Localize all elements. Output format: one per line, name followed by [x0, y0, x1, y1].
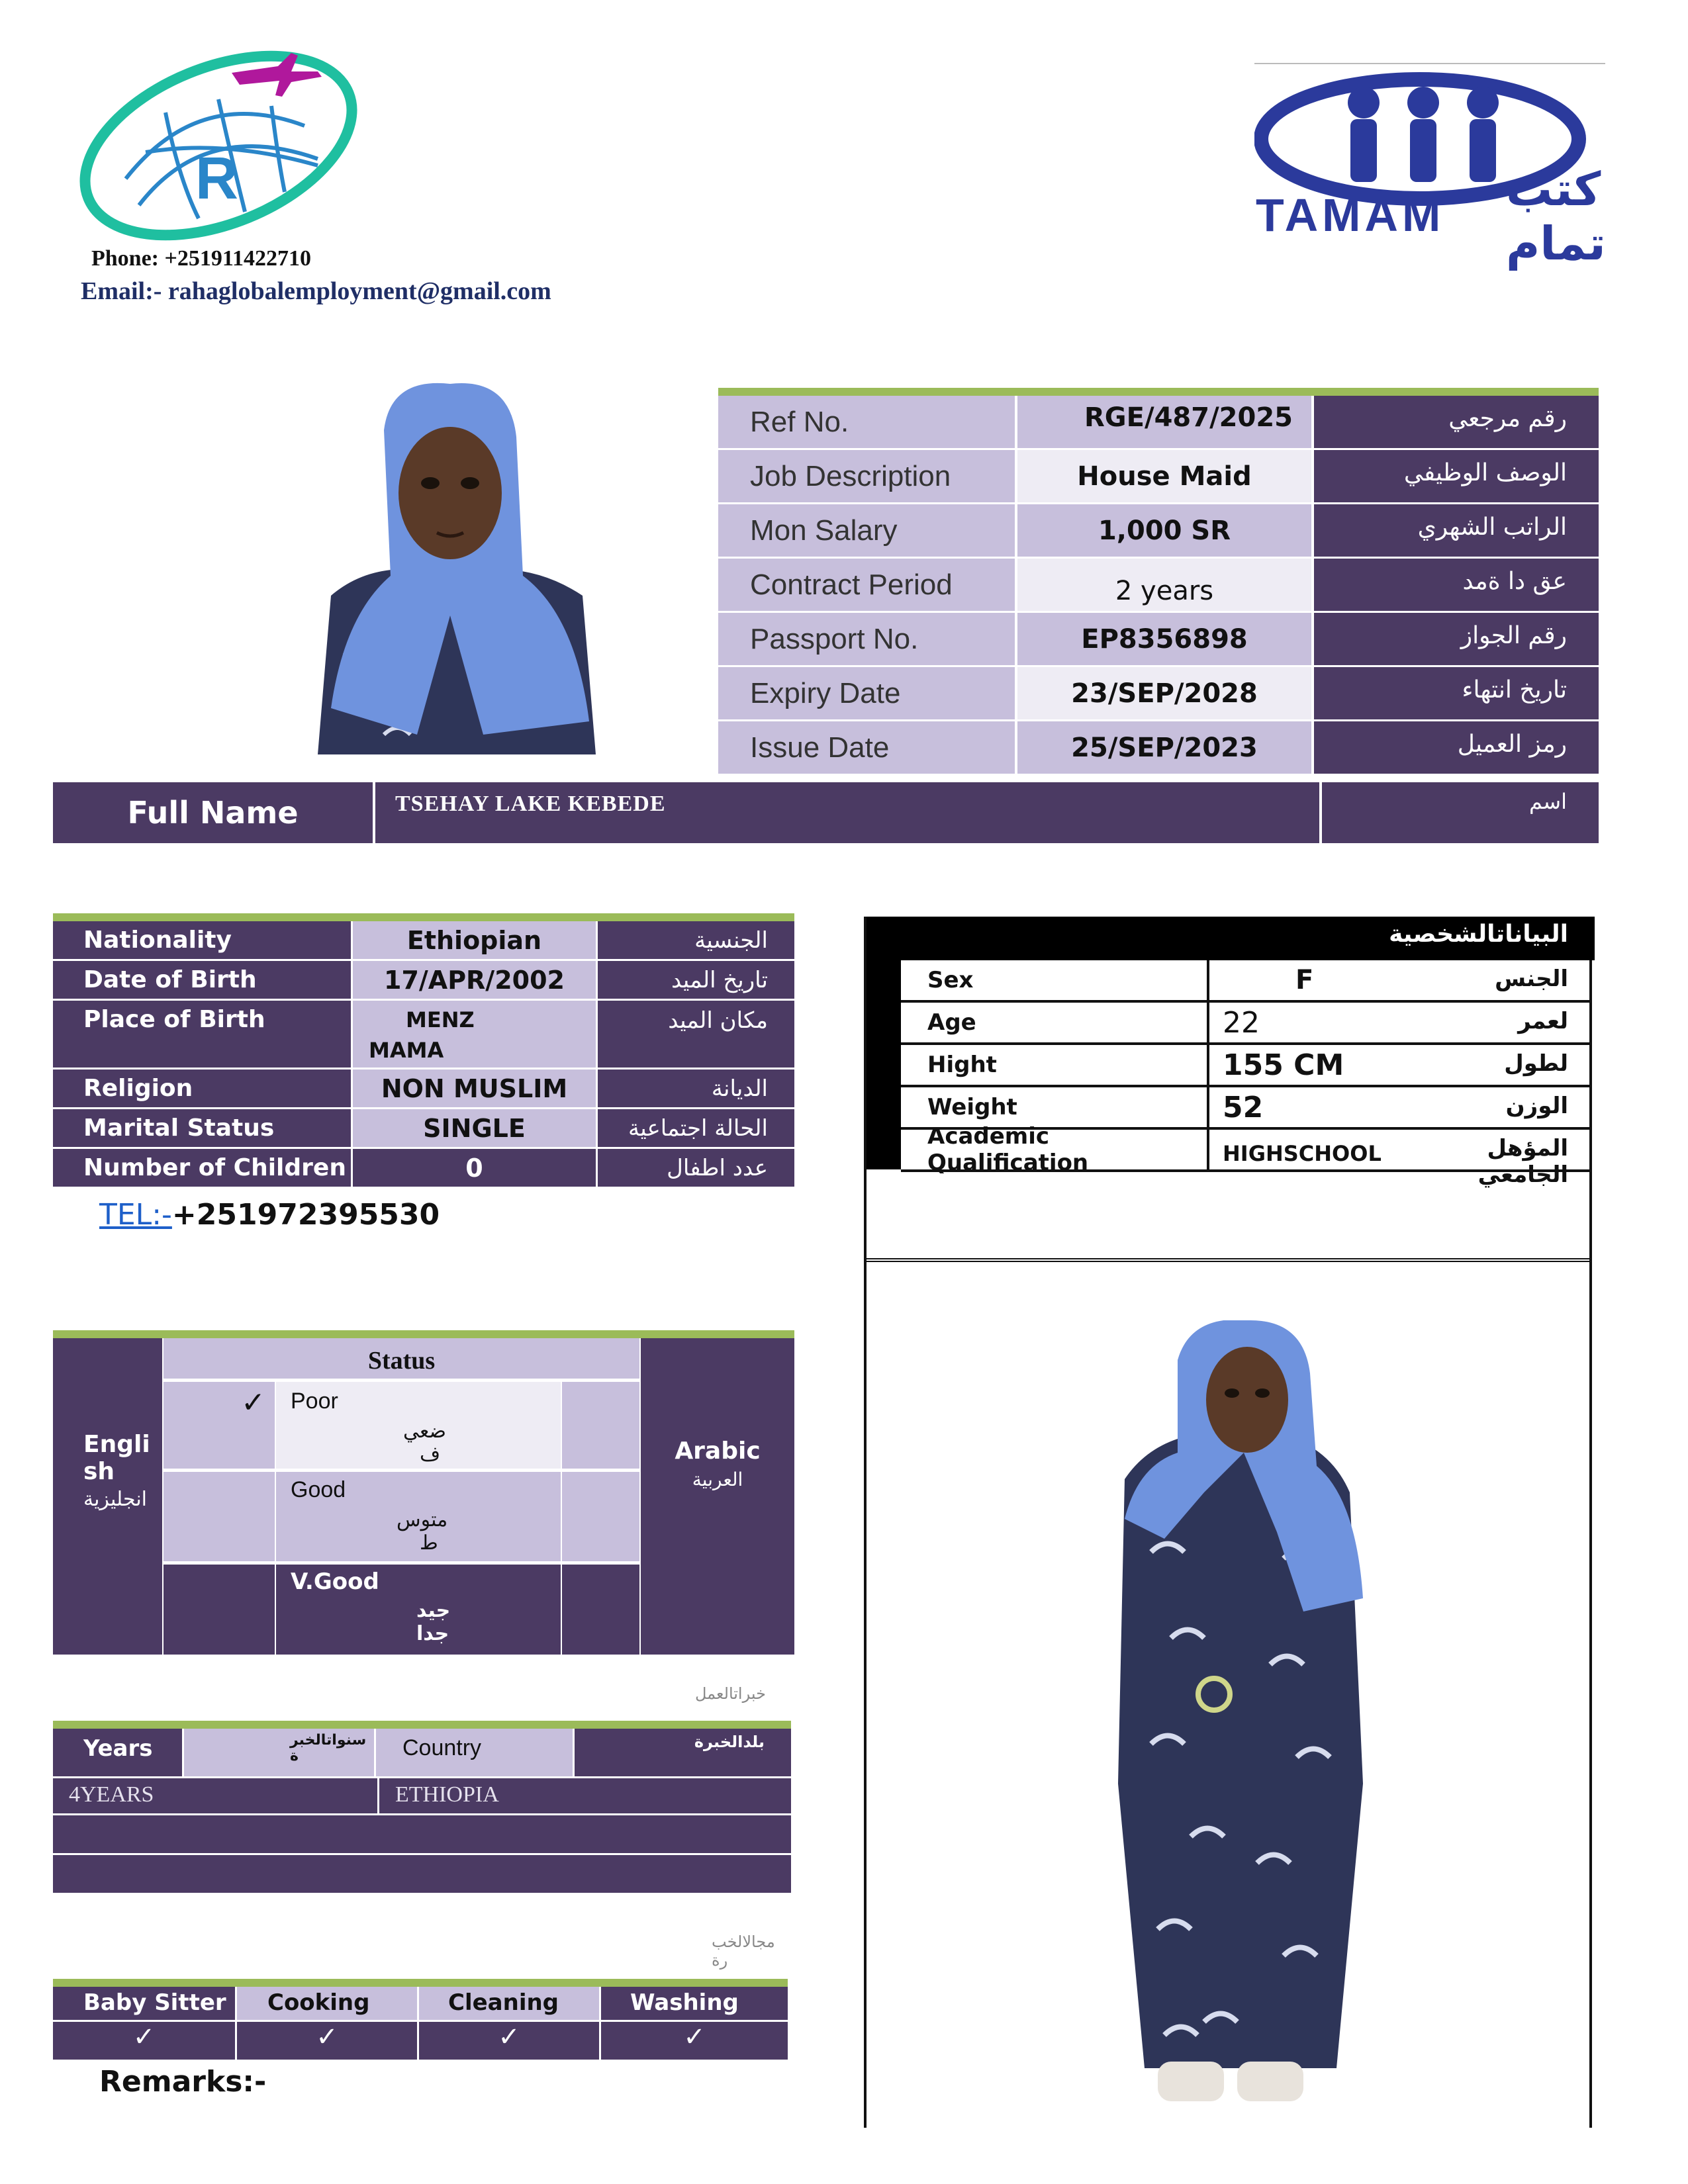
skill-washing: Washing: [599, 1987, 788, 2020]
row-arabic: لطول: [1504, 1050, 1568, 1077]
row-arabic: الديانة: [596, 1069, 794, 1107]
experience-table: [53, 1721, 791, 1893]
poor-arabic-cell: [562, 1382, 639, 1471]
skill-check: ✓: [132, 2022, 156, 2052]
agency-email: Email:- rahaglobalemployment@gmail.com: [81, 277, 551, 305]
english-label-line2: sh: [83, 1458, 115, 1485]
table-row: [718, 504, 1599, 559]
table-row: [53, 961, 794, 1001]
experience-row: [53, 1776, 791, 1813]
poor-check: ✓: [164, 1382, 275, 1471]
table-row: [901, 1123, 1592, 1188]
level-label: Good: [291, 1477, 346, 1502]
arabic-label: Arabic: [675, 1437, 761, 1465]
green-bar: [53, 1330, 794, 1338]
table-row: [718, 667, 1599, 721]
partner-logo: [1254, 63, 1625, 271]
row-value: 1,000 SR: [1015, 504, 1311, 557]
green-bar: [53, 1721, 791, 1729]
experience-years: 4YEARS: [69, 1782, 154, 1807]
row-value: Ethiopian: [351, 921, 596, 959]
pob-line1: MENZ: [406, 1007, 475, 1032]
years-label: Years: [53, 1729, 182, 1776]
good-arabic-cell: [562, 1472, 639, 1563]
row-arabic: رمز العميل: [1311, 721, 1599, 774]
table-row: [901, 1045, 1592, 1087]
table-row: [53, 1149, 794, 1189]
remarks-label: Remarks:-: [99, 2065, 267, 2099]
pob-line2: MAMA: [369, 1038, 444, 1063]
table-row: [53, 1069, 794, 1109]
portrait-photo: [305, 377, 596, 754]
experience-empty-row: [53, 1813, 791, 1853]
row-value: [351, 1001, 596, 1068]
english-arabic: انجليزية: [83, 1488, 148, 1511]
skill-check: ✓: [417, 2022, 599, 2060]
table-row: [901, 1003, 1592, 1045]
row-label: Place of Birth: [53, 1001, 351, 1068]
row-value: 17/APR/2002: [351, 961, 596, 999]
row-value: 2 years: [1015, 559, 1311, 611]
row-value: 155 CM: [1223, 1048, 1344, 1082]
table-row: [718, 721, 1599, 776]
level-vgood: [276, 1565, 561, 1655]
row-value: RGE/487/2025: [1015, 396, 1311, 448]
personal-info-table: [53, 913, 794, 1189]
table-row: [901, 960, 1592, 1003]
agency-logo: [66, 46, 364, 245]
english-column: [53, 1338, 162, 1655]
level-arabic-2: جدا: [416, 1622, 449, 1645]
level-arabic-1: جيد: [416, 1599, 451, 1622]
row-label: Hight: [901, 1045, 1209, 1085]
level-arabic-2: ط: [420, 1532, 438, 1554]
partner-logo-arabic: كتب تمام: [1506, 162, 1606, 271]
row-arabic: تاريخ الميد: [596, 961, 794, 999]
english-label-line1: Engli: [83, 1431, 150, 1458]
skill-baby-sitter: Baby Sitter: [53, 1987, 235, 2020]
agency-logo-letter: R: [195, 146, 238, 212]
years-arabic-1: سنواتالخبر: [290, 1732, 367, 1749]
full-name-value: TSEHAY LAKE KEBEDE: [375, 782, 1322, 843]
country-label: Country: [374, 1729, 573, 1776]
table-row: [53, 1001, 794, 1069]
row-arabic: رقم مرجعي: [1311, 396, 1599, 448]
skills-section-arabic: [712, 1933, 775, 1970]
row-label: Number of Children: [53, 1149, 351, 1187]
agency-phone: Phone: +251911422710: [91, 246, 311, 271]
telephone: [99, 1198, 440, 1232]
level-arabic-1: متوس: [397, 1509, 448, 1531]
full-name-row: [53, 782, 1599, 843]
table-row: [718, 450, 1599, 504]
row-value: HIGHSCHOOL: [1223, 1141, 1382, 1166]
years-arabic: [182, 1729, 374, 1776]
row-value: F: [1295, 965, 1314, 995]
row-label: Issue Date: [718, 721, 1015, 774]
row-label: Contract Period: [718, 559, 1015, 611]
level-label: Poor: [291, 1388, 338, 1414]
row-label: Marital Status: [53, 1109, 351, 1147]
row-arabic: عق دا ةمد: [1311, 559, 1599, 611]
table-row: [53, 1109, 794, 1149]
personal-data-title: البياناتالشخصية: [867, 917, 1595, 960]
row-value: EP8356898: [1015, 613, 1311, 665]
tel-link[interactable]: TEL:-: [99, 1198, 172, 1232]
full-body-photo: [1085, 1320, 1389, 2115]
country-arabic: بلدالخبرة: [573, 1729, 791, 1776]
skill-check: ✓: [235, 2022, 417, 2060]
row-label: Nationality: [53, 921, 351, 959]
row-label: Weight: [901, 1087, 1209, 1127]
row-arabic: الجنس: [1495, 966, 1568, 992]
row-value: SINGLE: [351, 1109, 596, 1147]
row-arabic: تاريخ انتهاء: [1311, 667, 1599, 719]
row-value: 25/SEP/2023: [1015, 721, 1311, 774]
row-label: Age: [901, 1003, 1209, 1042]
row-arabic: الوصف الوظيفي: [1311, 450, 1599, 502]
row-label: Sex: [901, 960, 1209, 1000]
partner-logo-text: TAMAM: [1256, 189, 1445, 241]
language-table: [53, 1330, 794, 1655]
level-arabic-1: ضعي: [403, 1420, 446, 1442]
level-poor: [276, 1382, 561, 1471]
row-arabic: الحالة اجتماعية: [596, 1109, 794, 1147]
skill-cleaning: Cleaning: [417, 1987, 599, 2020]
row-arabic: رقم الجواز: [1311, 613, 1599, 665]
row-value: 0: [351, 1149, 596, 1187]
years-arabic-2: ة: [290, 1748, 299, 1764]
full-name-label: Full Name: [53, 782, 375, 843]
row-label: Date of Birth: [53, 961, 351, 999]
experience-header-row: [53, 1729, 791, 1776]
row-arabic: عدد اطفال: [596, 1149, 794, 1187]
table-row: [53, 921, 794, 961]
panel-side-bar: [867, 960, 901, 1169]
row-arabic: الجنسية: [596, 921, 794, 959]
row-label: Religion: [53, 1069, 351, 1107]
level-label: V.Good: [291, 1569, 379, 1595]
good-check-cell: [164, 1472, 275, 1563]
table-row: [718, 613, 1599, 667]
vgood-arabic-cell: [562, 1565, 639, 1655]
row-arabic: لعمر: [1518, 1008, 1568, 1034]
status-header: Status: [164, 1338, 639, 1381]
experience-empty-row: [53, 1853, 791, 1893]
row-label: Job Description: [718, 450, 1015, 502]
vgood-check-cell: [164, 1565, 275, 1655]
blank-row: [867, 1171, 1589, 1262]
row-arabic: الوزن: [1505, 1093, 1568, 1119]
green-bar: [53, 913, 794, 921]
green-bar: [53, 1979, 788, 1987]
row-arabic: مكان الميد: [596, 1001, 794, 1068]
row-value: 22: [1223, 1005, 1260, 1040]
skills-table: [53, 1979, 788, 2060]
experience-section-arabic: خبراتالعمل: [695, 1684, 766, 1703]
experience-country: ETHIOPIA: [377, 1778, 791, 1813]
level-good: [276, 1472, 561, 1563]
skill-check: ✓: [599, 2022, 788, 2060]
table-row: [718, 559, 1599, 613]
row-arabic: الراتب الشهري: [1311, 504, 1599, 557]
full-name-arabic: اسم: [1529, 789, 1567, 814]
row-value: 23/SEP/2028: [1015, 667, 1311, 719]
arabic-column: [641, 1338, 794, 1655]
row-label: Ref No.: [718, 396, 1015, 448]
row-arabic: المؤهل الجامعي: [1477, 1135, 1568, 1188]
row-value: House Maid: [1015, 450, 1311, 502]
row-value: NON MUSLIM: [351, 1069, 596, 1107]
tel-number: +251972395530: [171, 1198, 440, 1232]
row-label: Mon Salary: [718, 504, 1015, 557]
reference-table: [718, 388, 1599, 776]
skill-cooking: Cooking: [235, 1987, 417, 2020]
table-row: [718, 396, 1599, 450]
skills-check-row: [53, 2020, 788, 2060]
personal-data-panel: [864, 917, 1592, 2128]
skills-arabic-2: رة: [712, 1951, 728, 1970]
row-label: Passport No.: [718, 613, 1015, 665]
row-label: Academic Qualification: [901, 1130, 1209, 1169]
row-value: 52: [1223, 1090, 1264, 1124]
arabic-arabic: العربية: [692, 1469, 743, 1490]
green-bar: [718, 388, 1599, 396]
skills-arabic-1: مجالالخب: [712, 1933, 775, 1951]
level-arabic-2: ف: [420, 1443, 441, 1465]
row-label: Expiry Date: [718, 667, 1015, 719]
skills-header-row: [53, 1987, 788, 2020]
